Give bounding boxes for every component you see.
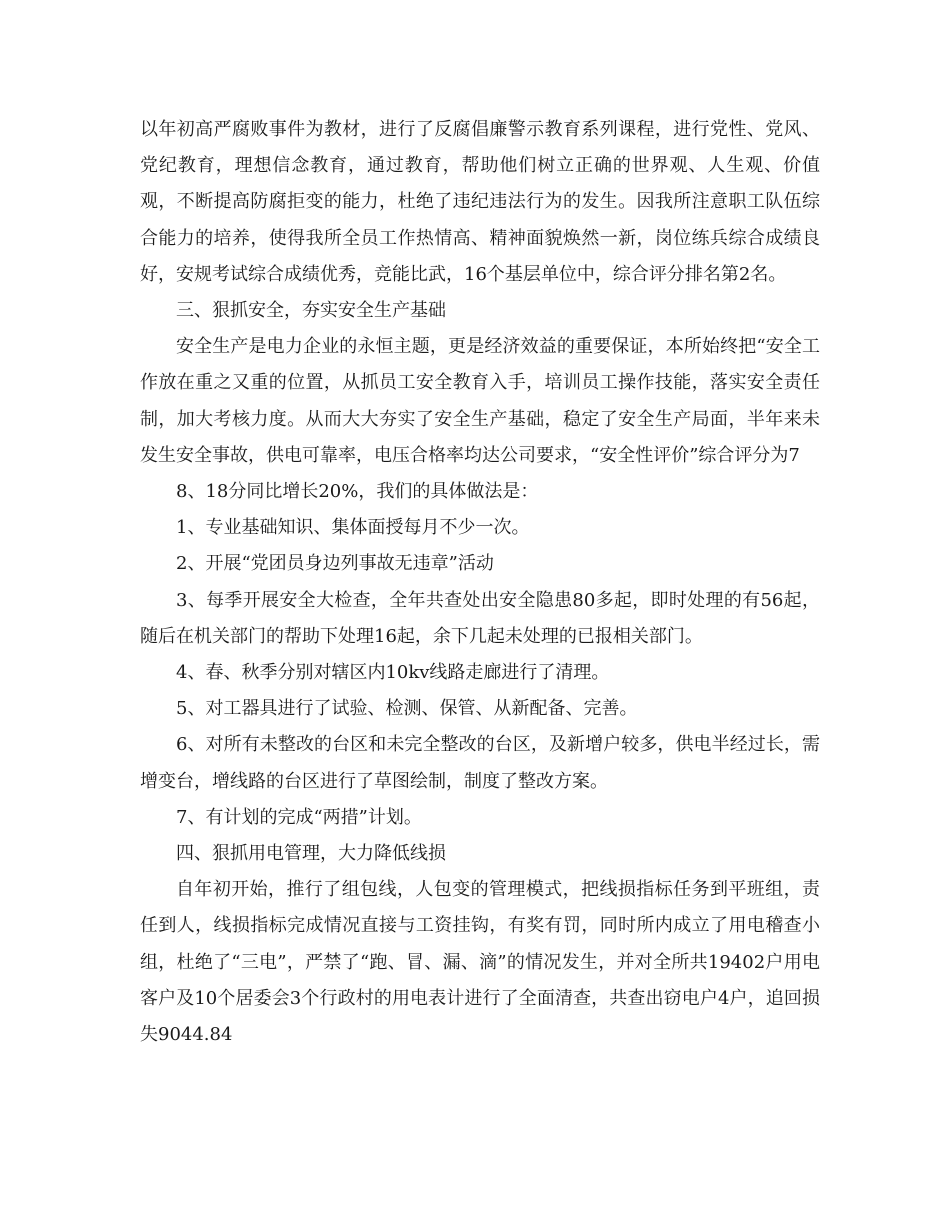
- list-item-6: 6、对所有未整改的台区和未完全整改的台区，及新增户较多，供电半经过长，需增变台，增线路的台区进行了草图绘制，制度了整改方案。: [140, 734, 820, 792]
- list-item-1: 1、专业基础知识、集体面授每月不少一次。: [176, 517, 530, 539]
- section-heading-4: 四、狠抓用电管理，大力降低线损: [176, 843, 446, 865]
- list-item-4: 4、春、秋季分别对辖区内10kv线路走廊进行了清理。: [176, 662, 610, 684]
- list-item-2: 2、开展“党团员身边列事故无违章”活动: [176, 553, 494, 575]
- paragraph-safety: 安全生产是电力企业的永恒主题，更是经济效益的重要保证，本所始终把“安全工作放在重之又重的位置，从抓员工安全教育入手，培训员工操作技能，落实安全责任制，加大考核力度。从而大大夯实了安全生产基础，稳定了安全生产局面，半年来未发生安全事故，供电可靠率，电压合格率均达公司要求，“安全性评价”综合评分为7: [140, 336, 820, 466]
- paragraph-score: 8、18分同比增长20%，我们的具体做法是：: [176, 481, 539, 503]
- list-item-5: 5、对工器具进行了试验、检测、保管、从新配备、完善。: [176, 698, 638, 720]
- section-heading-3: 三、狠抓安全，夯实安全生产基础: [176, 300, 446, 322]
- list-item-3: 3、每季开展安全大检查，全年共查处出安全隐患80多起，即时处理的有56起，随后在机关部门的帮助下处理16起，余下几起未处理的已报相关部门。: [140, 589, 820, 647]
- document-body: [140, 112, 820, 1053]
- paragraph-1: 以年初高严腐败事件为教材，进行了反腐倡廉警示教育系列课程，进行党性、党风、党纪教育，理想信念教育，通过教育，帮助他们树立正确的世界观、人生观、价值观，不断提高防腐拒变的能力，杜绝了违纪违法行为的发生。因我所注意职工队伍综合能力的培养，使得我所全员工作热情高、精神面貌焕然一新，岗位练兵综合成绩良好，安规考试综合成绩优秀，竞能比武，16个基层单位中，综合评分排名第2名。: [140, 119, 820, 285]
- list-item-7: 7、有计划的完成“两措”计划。: [176, 806, 422, 828]
- paragraph-line-loss: 自年初开始，推行了组包线，人包变的管理模式，把线损指标任务到平班组，责任到人，线损指标完成情况直接与工资挂钩，有奖有罚，同时所内成立了用电稽查小组，杜绝了“三电”，严禁了“跑、冒、漏、滴”的情况发生，并对全所共19402户用电客户及10个居委会3个行政村的用电表计进行了全面清查，共查出窃电户4户，追回损失9044.84: [140, 879, 820, 1046]
